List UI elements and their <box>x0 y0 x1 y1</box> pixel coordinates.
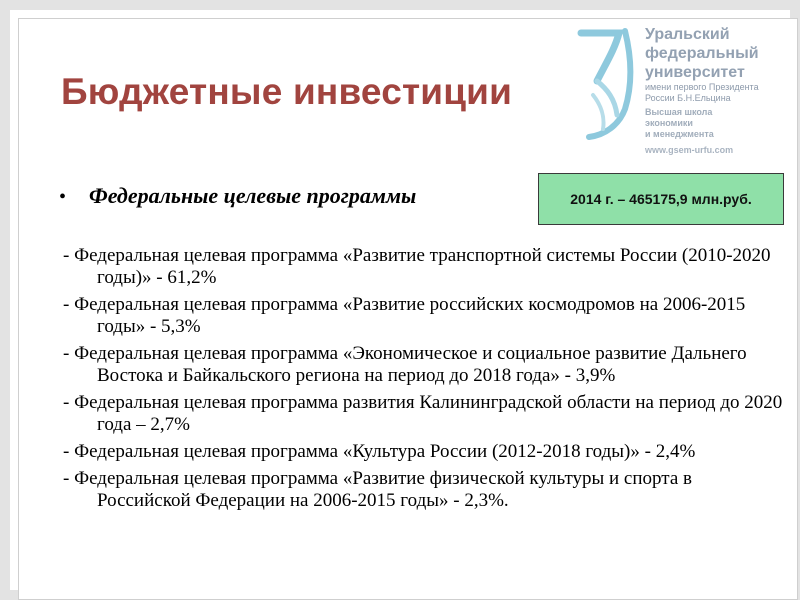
subtitle-row <box>59 183 416 209</box>
logo-subline: имени первого Президента <box>645 82 759 92</box>
program-item: - Федеральная целевая программа «Развитие российских космодромов на 2006-2015 годы» - 5,3% <box>63 294 746 337</box>
logo-school-line: и менеджмента <box>645 129 714 139</box>
program-list <box>63 245 783 517</box>
program-item: - Федеральная целевая программа «Экономическое и социальное развитие Дальнего Востока и Байкальского региона на период до 2018 года» - 3,9% <box>63 343 747 386</box>
logo-line: Уральский <box>645 26 730 43</box>
logo-line: университет <box>645 64 745 81</box>
highlight-box: 2014 г. – 465175,9 млн.руб. <box>538 173 784 225</box>
logo-text <box>645 25 791 155</box>
logo-line: федеральный <box>645 45 759 62</box>
urfu-logo-mark-icon <box>575 25 643 145</box>
program-item: - Федеральная целевая программа «Развитие физической культуры и спорта в Российской Федерации на 2006-2015 годы» - 2,3%. <box>63 468 692 511</box>
program-item: - Федеральная целевая программа «Развитие транспортной системы России (2010-2020 годы)» - 61,2% <box>63 245 771 288</box>
logo-subline: России Б.Н.Ельцина <box>645 93 731 103</box>
university-logo <box>575 25 791 175</box>
bullet-icon: • <box>59 186 67 208</box>
logo-url: www.gsem-urfu.com <box>645 145 734 155</box>
logo-school-line: Высшая школа <box>645 107 713 117</box>
slide <box>18 18 798 600</box>
program-item: - Федеральная целевая программа «Культура России (2012-2018 годы)» - 2,4% <box>63 441 696 462</box>
slide-subtitle: Федеральные целевые программы <box>89 183 417 208</box>
slide-title: Бюджетные инвестиции <box>61 71 513 112</box>
program-item: - Федеральная целевая программа развития Калининградской области на период до 2020 года – 2,7% <box>63 392 783 435</box>
logo-school-line: экономики <box>645 118 693 128</box>
